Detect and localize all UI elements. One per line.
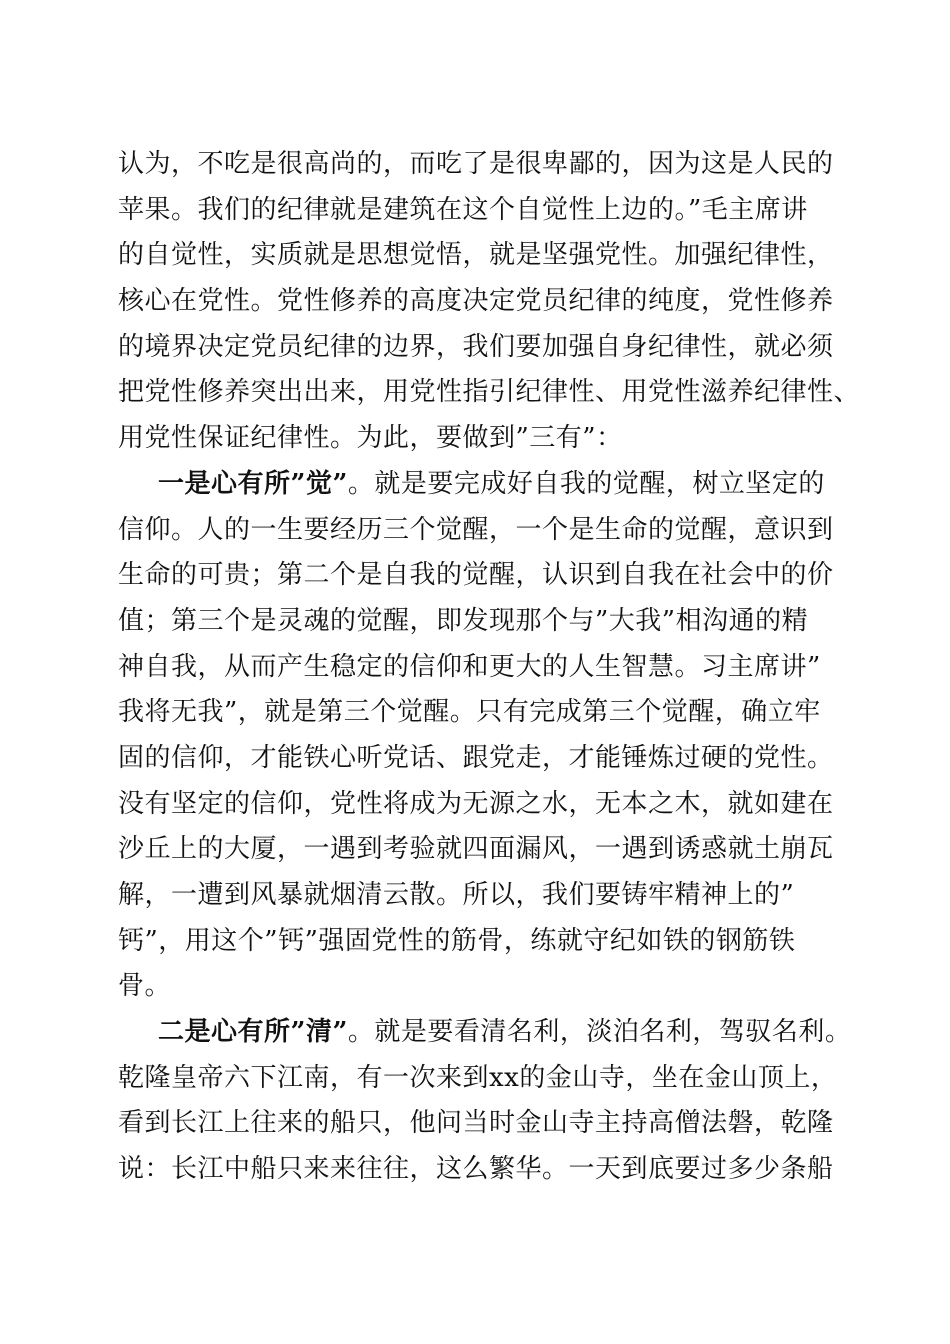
document-body xyxy=(118,142,861,1193)
text-line: 信仰。人的一生要经历三个觉醒，一个是生命的觉醒，意识到 xyxy=(118,514,834,545)
text-line: 骨。 xyxy=(118,971,172,1002)
text-line: 钙”，用这个”钙”强固党性的筋骨，练就守纪如铁的钢筋铁 xyxy=(118,925,796,956)
text-line: 固的信仰，才能铁心听党话、跟党走，才能锤炼过硬的党性。 xyxy=(118,742,834,773)
paragraph-first-line-text: 。就是要看清名利，淡泊名利，驾驭名利。 xyxy=(347,1017,852,1048)
text-line: 乾隆皇帝六下江南，有一次来到xx的金山寺，坐在金山顶上， xyxy=(118,1062,838,1093)
text-line: 值；第三个是灵魂的觉醒，即发现那个与”大我”相沟通的精 xyxy=(118,605,809,636)
text-line: 说：长江中船只来来往往，这么繁华。一天到底要过多少条船 xyxy=(118,1154,834,1185)
text-line: 核心在党性。党性修养的高度决定党员纪律的纯度，党性修养 xyxy=(118,286,834,317)
text-line: 看到长江上往来的船只，他问当时金山寺主持高僧法磐，乾隆 xyxy=(118,1108,834,1139)
paragraph-first-line xyxy=(118,1010,858,1056)
text-line: 认为，不吃是很高尚的，而吃了是很卑鄙的，因为这是人民的 xyxy=(118,149,834,179)
text-line: 苹果。我们的纪律就是建筑在这个自觉性上边的。”毛主席讲 xyxy=(118,194,808,225)
text-line: 生命的可贵；第二个是自我的觉醒，认识到自我在社会中的价 xyxy=(118,560,834,591)
text-line: 的自觉性，实质就是思想觉悟，就是坚强党性。加强纪律性， xyxy=(118,240,834,271)
paragraph-heading: 一是心有所”觉” xyxy=(158,468,348,499)
paragraph-first-line xyxy=(118,462,858,508)
text-line: 的境界决定党员纪律的边界，我们要加强自身纪律性，就必须 xyxy=(118,331,834,362)
text-line: 解，一遭到风暴就烟清云散。所以，我们要铸牢精神上的” xyxy=(118,880,795,910)
text-line: 我将无我”，就是第三个觉醒。只有完成第三个觉醒，确立牢 xyxy=(118,697,821,728)
text-line: 沙丘上的大厦，一遇到考验就四面漏风，一遇到诱惑就土崩瓦 xyxy=(118,834,834,865)
paragraph-heading: 二是心有所”清” xyxy=(158,1017,348,1048)
text-line: 把党性修养突出出来，用党性指引纪律性、用党性滋养纪律性、 xyxy=(118,377,861,408)
text-line: 没有坚定的信仰，党性将成为无源之水，无本之木，就如建在 xyxy=(118,788,834,819)
paragraph-first-line-text: 。就是要完成好自我的觉醒，树立坚定的 xyxy=(347,468,825,499)
text-line: 神自我，从而产生稳定的信仰和更大的人生智慧。习主席讲” xyxy=(118,651,821,682)
text-line: 用党性保证纪律性。为此，要做到”三有”： xyxy=(118,423,623,454)
